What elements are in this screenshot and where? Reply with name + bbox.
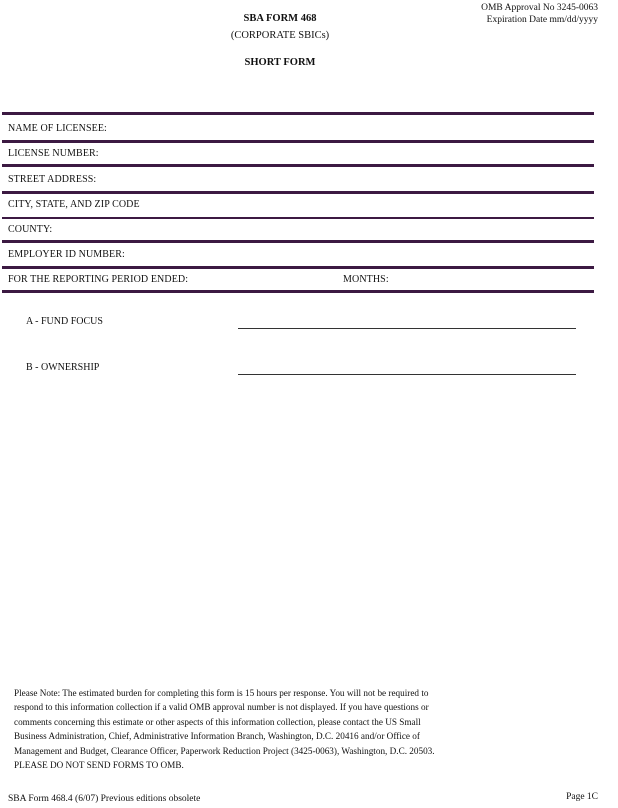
note-line: respond to this information collection if a valid OMB approval number is not displayed. If you have questions or	[14, 702, 429, 713]
name-of-licensee-label[interactable]: NAME OF LICENSEE:	[8, 123, 107, 134]
omb-approval-block	[481, 2, 598, 26]
page-number: Page 1C	[566, 792, 598, 802]
note-line: comments concerning this estimate or other aspects of this information collection, please contact the US Small	[14, 716, 421, 727]
divider-rule	[2, 266, 594, 269]
employer-id-label[interactable]: EMPLOYER ID NUMBER:	[8, 249, 125, 260]
expiration-date: Expiration Date mm/dd/yyyy	[486, 15, 598, 25]
divider-rule	[2, 290, 594, 293]
form-edition-footer: SBA Form 468.4 (6/07) Previous editions obsolete	[8, 794, 201, 804]
note-line: Please Note: The estimated burden for completing this form is 15 hours per response. You will not be required to	[14, 688, 429, 698]
divider-rule	[2, 140, 594, 143]
months-label[interactable]: MONTHS:	[343, 274, 389, 285]
county-label[interactable]: COUNTY:	[8, 224, 53, 235]
divider-rule	[2, 164, 594, 167]
reporting-period-label[interactable]: FOR THE REPORTING PERIOD ENDED:	[8, 274, 189, 285]
omb-approval-number: OMB Approval No 3245-0063	[481, 3, 598, 13]
street-address-label[interactable]: STREET ADDRESS:	[8, 174, 97, 185]
note-line: PLEASE DO NOT SEND FORMS TO OMB.	[14, 760, 184, 771]
note-line: Business Administration, Chief, Administrative Information Branch, Washington, D.C. 20416 and/or Office of	[14, 731, 420, 742]
note-line: Management and Budget, Clearance Officer, Paperwork Reduction Project (3425-0063), Washington, D.C. 20503.	[14, 745, 435, 756]
divider-rule	[2, 112, 594, 115]
ownership-label: B - OWNERSHIP	[26, 362, 100, 373]
fund-focus-input-line[interactable]	[238, 328, 576, 329]
form-subtitle: (CORPORATE SBICs)	[230, 30, 330, 41]
burden-note	[14, 686, 562, 772]
fund-focus-label: A - FUND FOCUS	[26, 316, 103, 327]
license-number-label[interactable]: LICENSE NUMBER:	[8, 148, 99, 159]
divider-rule	[2, 217, 594, 219]
city-state-zip-label[interactable]: CITY, STATE, AND ZIP CODE	[8, 199, 140, 210]
ownership-input-line[interactable]	[238, 374, 576, 375]
divider-rule	[2, 240, 594, 243]
form-title: SBA FORM 468	[243, 13, 317, 24]
divider-rule	[2, 191, 594, 194]
form-type: SHORT FORM	[244, 57, 316, 68]
